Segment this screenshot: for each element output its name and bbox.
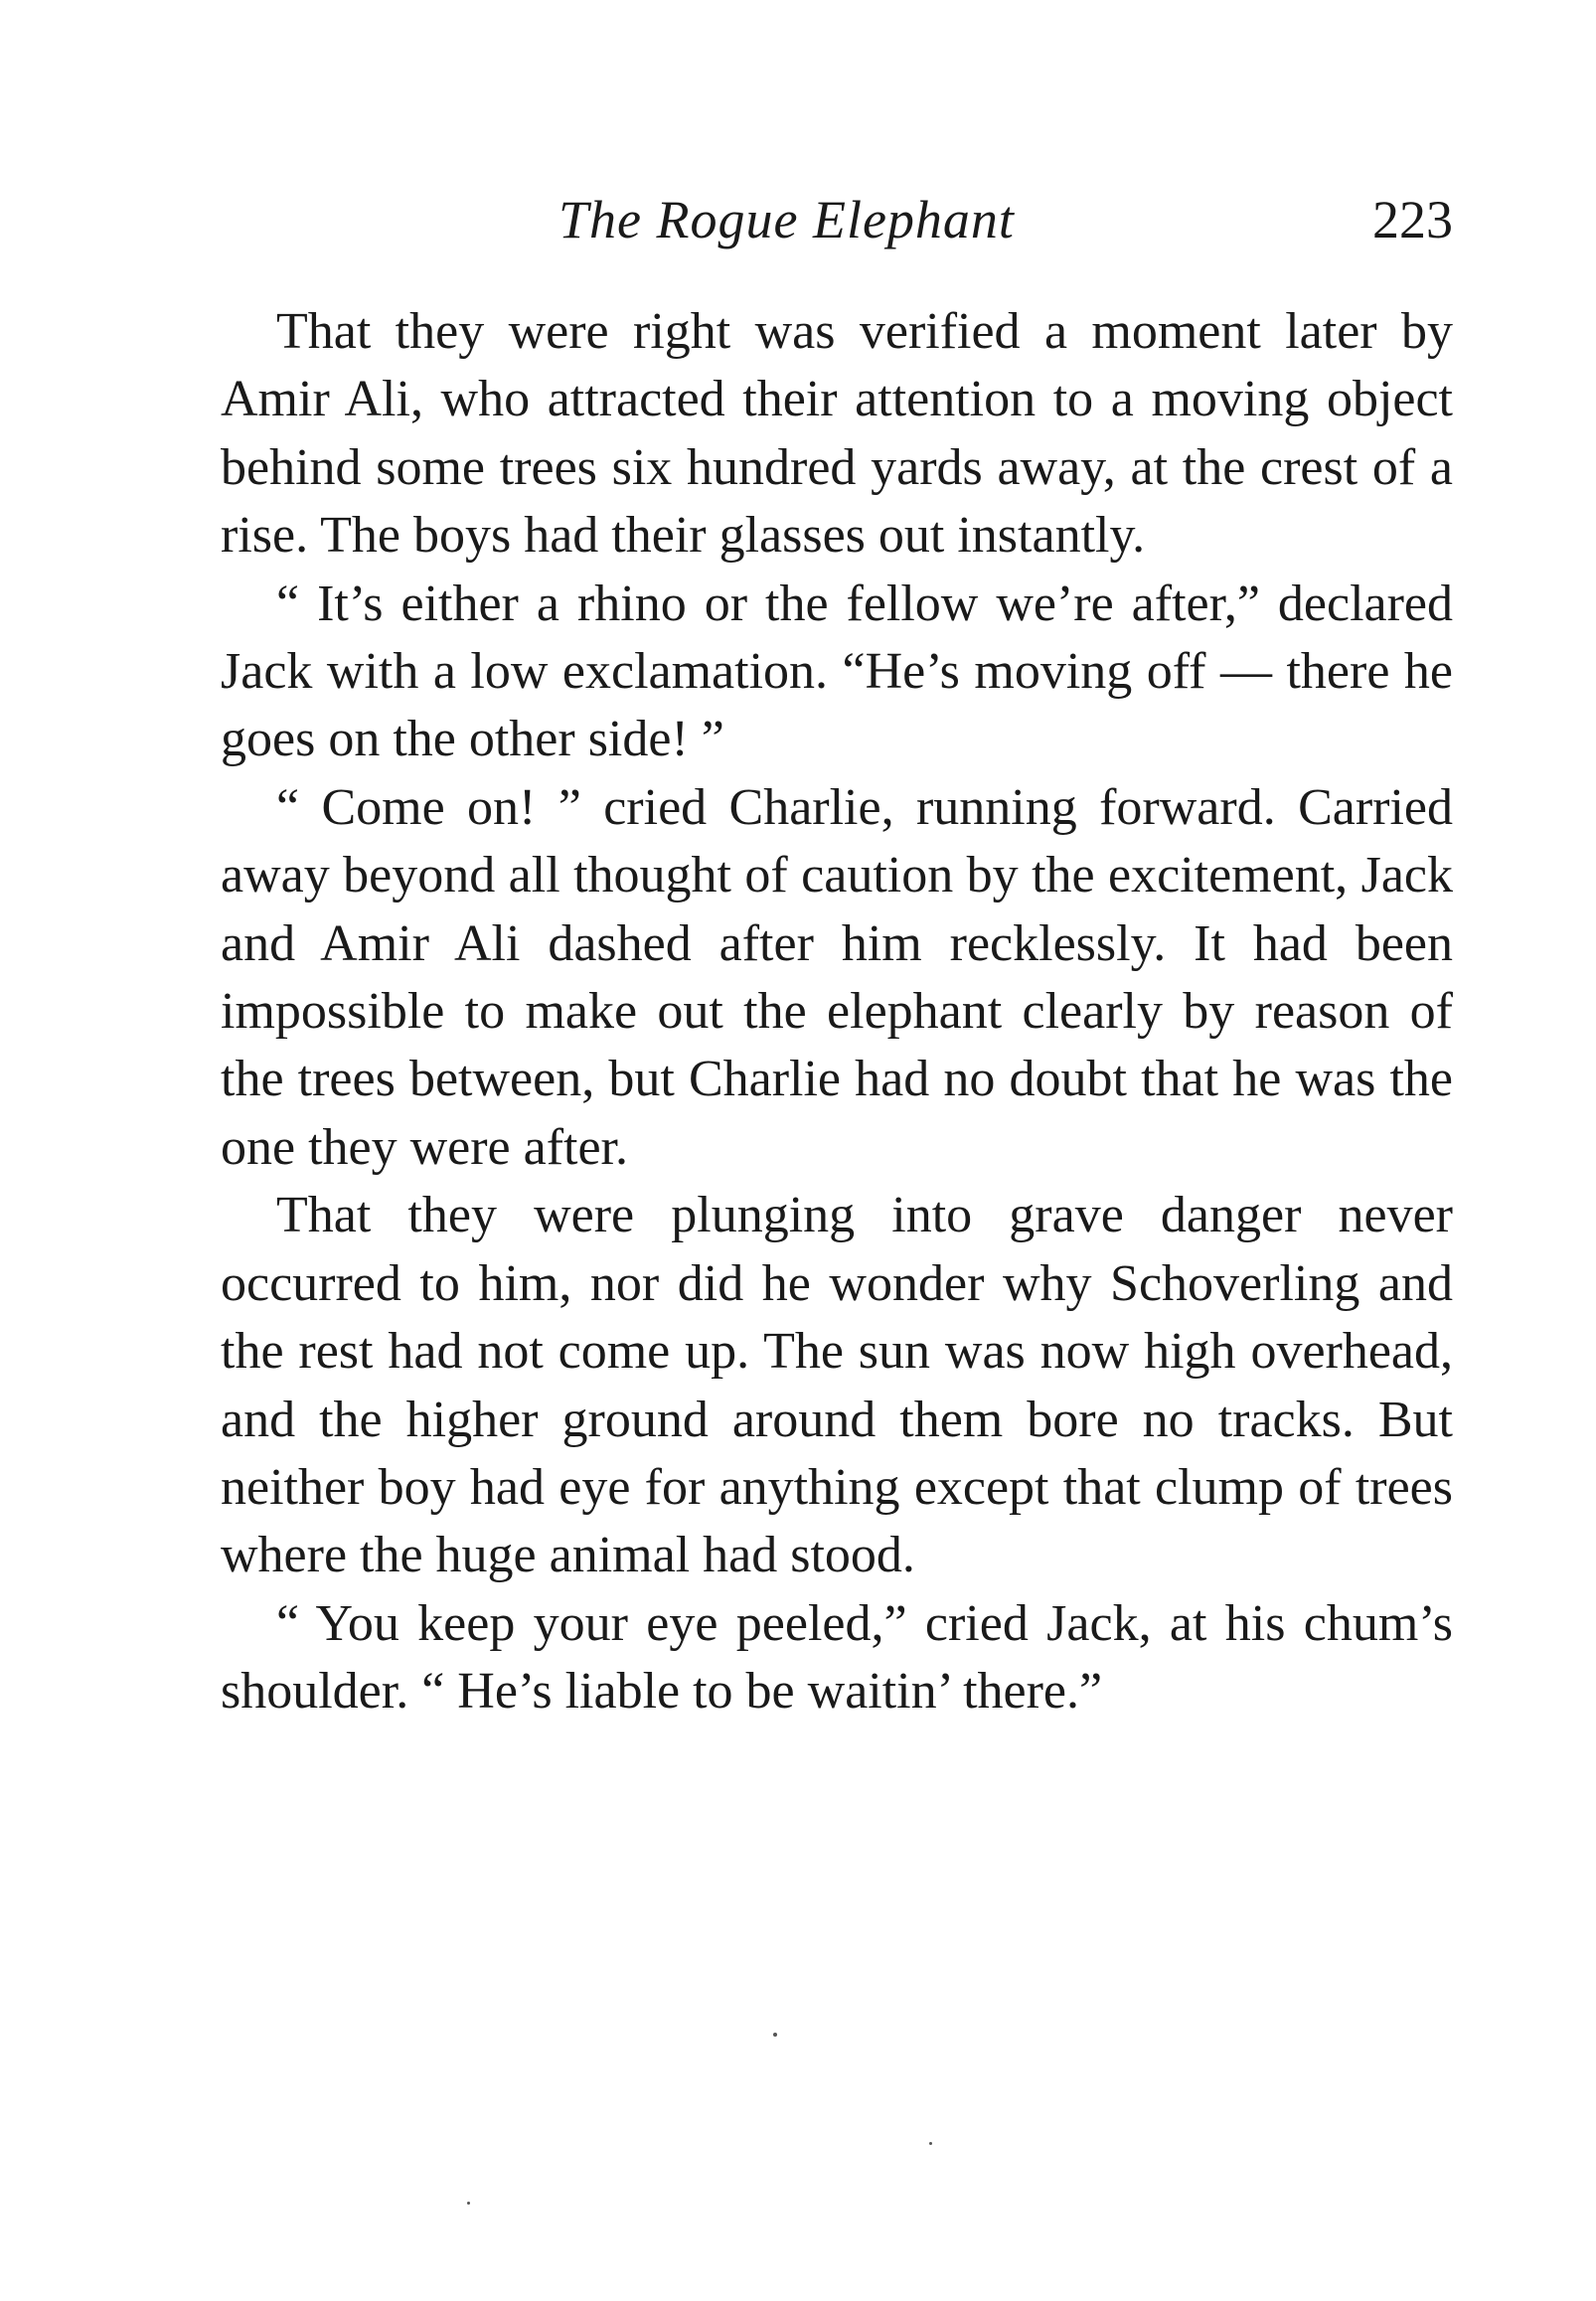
print-speck bbox=[929, 2142, 932, 2145]
print-speck bbox=[773, 2033, 777, 2037]
paragraph: That they were right was verified a moment later by Amir Ali, who attracted their attention to a moving object behind some trees six hundred yards away, at the crest of a rise. The boys had their glasses out instantly. bbox=[221, 303, 1453, 565]
paragraph: “ You keep your eye peeled,” cried Jack, at his chum’s shoulder. “ He’s liable to be waitin’ there.” bbox=[221, 1594, 1453, 1721]
paragraph: “ It’s either a rhino or the fellow we’re after,” declared Jack with a low exclamation. “He’s moving off — there he goes on the other side! ” bbox=[221, 575, 1453, 768]
body-text bbox=[221, 298, 1453, 1726]
page-number: 223 bbox=[1372, 190, 1453, 249]
running-title: The Rogue Elephant bbox=[559, 190, 1015, 249]
print-speck bbox=[467, 2202, 470, 2205]
running-head bbox=[221, 189, 1453, 268]
paragraph: “ Come on! ” cried Charlie, running forward. Carried away beyond all thought of caution by the excitement, Jack and Amir Ali dashed after him recklessly. It had been impossible to make out the elephant clearly by reason of the trees between, but Charlie had no doubt that he was the one they were after. bbox=[221, 778, 1453, 1176]
paragraph: That they were plunging into grave danger never occurred to him, nor did he wonder why Schoverling and the rest had not come up. The sun was now high overhead, and the higher ground around them bore no tracks. But neither boy had eye for anything except that clump of trees where the huge animal had stood. bbox=[221, 1187, 1453, 1584]
